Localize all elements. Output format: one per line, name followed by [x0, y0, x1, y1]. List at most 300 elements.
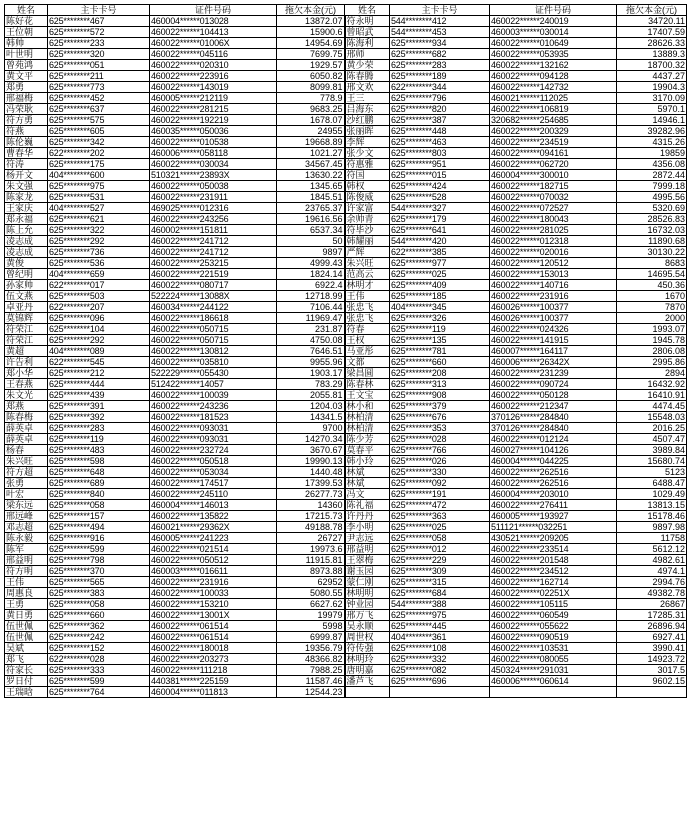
cell-principal-owed: 7646.51: [277, 346, 345, 357]
cell-card-number: 625********362: [48, 621, 150, 632]
cell-name: 林明玲: [345, 654, 390, 665]
cell-principal-owed: 9897.98: [617, 522, 687, 533]
cell-card-number: 404********361: [390, 632, 490, 643]
cell-card-number: 625********082: [390, 665, 490, 676]
cell-name: 朱文光: [5, 390, 48, 401]
cell-id-number: 460022******231911: [150, 192, 277, 203]
table-row: [5, 313, 687, 324]
cell-id-number: 460022******135822: [150, 511, 277, 522]
cell-principal-owed: 13872.07: [277, 16, 345, 27]
cell-name: 叶世明: [5, 49, 48, 60]
cell-card-number: 404********659: [48, 269, 150, 280]
cell-id-number: 460022******053935: [490, 49, 617, 60]
table-row: [5, 214, 687, 225]
cell-card-number: 625********463: [390, 137, 490, 148]
cell-id-number: 460022******024326: [490, 324, 617, 335]
cell-name: 陈俊威: [345, 192, 390, 203]
cell-card-number: 625********119: [48, 434, 150, 445]
cell-id-number: 460022******020310: [150, 60, 277, 71]
table-row: [5, 280, 687, 291]
cell-card-number: 625********975: [390, 610, 490, 621]
cell-id-number: 460022******010538: [150, 137, 277, 148]
cell-name: 王勇: [5, 599, 48, 610]
cell-card-number: 625********342: [48, 137, 150, 148]
cell-name: 朱兴旺: [345, 258, 390, 269]
cell-principal-owed: 3170.09: [617, 93, 687, 104]
table-row: [5, 170, 687, 181]
cell-principal-owed: 231.87: [277, 324, 345, 335]
header-card-number: 主卡卡号: [48, 5, 150, 16]
cell-id-number: 460022******021514: [150, 544, 277, 555]
cell-principal-owed: 14341.5: [277, 412, 345, 423]
cell-card-number: 622********545: [48, 357, 150, 368]
cell-id-number: 460022******061514: [150, 621, 277, 632]
cell-id-number: 460022******105115: [490, 599, 617, 610]
cell-card-number: 625********096: [48, 313, 150, 324]
cell-principal-owed: 783.29: [277, 379, 345, 390]
header-name: 姓名: [345, 5, 390, 16]
cell-name: 曾昭武: [345, 27, 390, 38]
cell-id-number: [490, 687, 617, 698]
table-row: [5, 665, 687, 676]
cell-card-number: 404********089: [48, 346, 150, 357]
cell-principal-owed: 7699.75: [277, 49, 345, 60]
header-card-number: 主卡卡号: [390, 5, 490, 16]
cell-id-number: 460022******050715: [150, 335, 277, 346]
cell-principal-owed: 1345.65: [277, 181, 345, 192]
cell-principal-owed: 4474.45: [617, 401, 687, 412]
cell-principal-owed: 3990.41: [617, 643, 687, 654]
cell-principal-owed: 13813.15: [617, 500, 687, 511]
cell-name: 陈家龙: [5, 192, 48, 203]
cell-principal-owed: 8973.88: [277, 566, 345, 577]
cell-card-number: 622********344: [390, 82, 490, 93]
cell-principal-owed: [617, 687, 687, 698]
cell-id-number: 460022******080717: [150, 280, 277, 291]
cell-principal-owed: 2994.76: [617, 577, 687, 588]
cell-id-number: 460022******243236: [150, 401, 277, 412]
cell-card-number: 625********536: [48, 258, 150, 269]
table-row: [5, 38, 687, 49]
cell-principal-owed: 1824.14: [277, 269, 345, 280]
cell-card-number: 625********392: [48, 412, 150, 423]
cell-name: 吕海东: [345, 104, 390, 115]
cell-card-number: 544********327: [390, 203, 490, 214]
header-principal-owed: 拖欠本金(元): [617, 5, 687, 16]
cell-principal-owed: 778.9: [277, 93, 345, 104]
cell-card-number: 625********684: [390, 588, 490, 599]
cell-card-number: 625********575: [48, 115, 150, 126]
cell-card-number: 544********412: [390, 16, 490, 27]
cell-name: 陈海利: [345, 38, 390, 49]
cell-principal-owed: 14923.72: [617, 654, 687, 665]
cell-card-number: 625********322: [48, 225, 150, 236]
cell-id-number: 460034******244122: [150, 302, 277, 313]
cell-id-number: 460022******132162: [490, 60, 617, 71]
cell-principal-owed: 15178.46: [617, 511, 687, 522]
cell-name: 曹春华: [5, 148, 48, 159]
cell-principal-owed: 26896.94: [617, 621, 687, 632]
cell-principal-owed: 9897: [277, 247, 345, 258]
cell-principal-owed: 16410.91: [617, 390, 687, 401]
cell-id-number: 460022******100039: [150, 390, 277, 401]
cell-card-number: 625********025: [390, 522, 490, 533]
cell-principal-owed: 15680.74: [617, 456, 687, 467]
cell-card-number: 625********676: [390, 412, 490, 423]
cell-id-number: 460022******020016: [490, 247, 617, 258]
cell-name: 符涛: [5, 159, 48, 170]
cell-name: 莫锦辉: [5, 313, 48, 324]
cell-id-number: 460022******240019: [490, 16, 617, 27]
cell-card-number: 625********467: [48, 16, 150, 27]
cell-name: 韩权: [345, 181, 390, 192]
cell-principal-owed: 19859: [617, 148, 687, 159]
cell-principal-owed: 50: [277, 236, 345, 247]
table-row: [5, 489, 687, 500]
cell-name: 冯文: [345, 489, 390, 500]
cell-principal-owed: 7988.25: [277, 665, 345, 676]
cell-principal-owed: 8683: [617, 258, 687, 269]
cell-id-number: 460022******162714: [490, 577, 617, 588]
cell-name: 李辉: [345, 137, 390, 148]
cell-card-number: 625********796: [390, 93, 490, 104]
table-row: [5, 412, 687, 423]
cell-name: 潘芦飞: [345, 676, 390, 687]
cell-id-number: 460022******186618: [150, 313, 277, 324]
cell-principal-owed: 11758: [617, 533, 687, 544]
header-row: [5, 5, 687, 16]
cell-name: 冯荣耿: [5, 104, 48, 115]
cell-principal-owed: 19979: [277, 610, 345, 621]
table-row: [5, 181, 687, 192]
cell-id-number: 460022******050518: [150, 456, 277, 467]
cell-card-number: 625********233: [48, 38, 150, 49]
cell-principal-owed: 5123: [617, 467, 687, 478]
table-row: [5, 467, 687, 478]
cell-card-number: 625********211: [48, 71, 150, 82]
table-row: [5, 291, 687, 302]
cell-name: 符荣江: [5, 335, 48, 346]
cell-principal-owed: 14695.54: [617, 269, 687, 280]
cell-principal-owed: 1903.17: [277, 368, 345, 379]
table-row: [5, 346, 687, 357]
cell-principal-owed: 9955.96: [277, 357, 345, 368]
cell-id-number: 460022******253215: [150, 258, 277, 269]
cell-name: 王三: [345, 93, 390, 104]
cell-card-number: 625********820: [390, 104, 490, 115]
cell-card-number: 625********781: [390, 346, 490, 357]
table-row: [5, 269, 687, 280]
table-row: [5, 126, 687, 137]
cell-principal-owed: 12544.23: [277, 687, 345, 698]
cell-principal-owed: 18700.32: [617, 60, 687, 71]
table-row: [5, 49, 687, 60]
cell-card-number: 625********387: [390, 115, 490, 126]
table-row: [5, 555, 687, 566]
cell-name: 陈礼福: [345, 500, 390, 511]
cell-card-number: 404********600: [48, 170, 150, 181]
cell-name: 符永明: [345, 16, 390, 27]
cell-id-number: 460022******140716: [490, 280, 617, 291]
cell-principal-owed: 2000: [617, 313, 687, 324]
cell-card-number: 625********292: [48, 335, 150, 346]
cell-id-number: 460007******164117: [490, 346, 617, 357]
cell-id-number: 460022******232724: [150, 445, 277, 456]
cell-card-number: 622********207: [48, 302, 150, 313]
cell-id-number: 460022******174517: [150, 478, 277, 489]
cell-card-number: 625********175: [48, 159, 150, 170]
cell-id-number: 460006******058118: [150, 148, 277, 159]
table-row: [5, 478, 687, 489]
cell-name: 梁东远: [5, 500, 48, 511]
table-row: [5, 599, 687, 610]
cell-id-number: 430521******209205: [490, 533, 617, 544]
cell-name: 吴斌: [5, 643, 48, 654]
cell-name: 陈上允: [5, 225, 48, 236]
cell-principal-owed: 62952: [277, 577, 345, 588]
cell-id-number: 320682******254685: [490, 115, 617, 126]
cell-principal-owed: 5970.1: [617, 104, 687, 115]
cell-id-number: 460022******030034: [150, 159, 277, 170]
cell-name: 周世权: [345, 632, 390, 643]
cell-card-number: 625********320: [48, 49, 150, 60]
cell-name: 文都: [345, 357, 390, 368]
cell-card-number: 544********420: [390, 236, 490, 247]
table-row: [5, 27, 687, 38]
cell-card-number: 625********208: [390, 368, 490, 379]
cell-name: 杨春: [5, 445, 48, 456]
cell-card-number: 625********445: [390, 621, 490, 632]
cell-id-number: 460022******143019: [150, 82, 277, 93]
cell-name: 严辉: [345, 247, 390, 258]
table-row: [5, 357, 687, 368]
table-row: [5, 687, 687, 698]
table-body: [5, 16, 687, 698]
cell-name: 王位朝: [5, 27, 48, 38]
cell-principal-owed: 34720.11: [617, 16, 687, 27]
cell-principal-owed: 4507.47: [617, 434, 687, 445]
cell-name: 许家富: [345, 203, 390, 214]
cell-principal-owed: 19990.13: [277, 456, 345, 467]
cell-id-number: 460005******241223: [150, 533, 277, 544]
cell-card-number: 625********637: [48, 104, 150, 115]
cell-principal-owed: 30130.22: [617, 247, 687, 258]
cell-card-number: 625********152: [48, 643, 150, 654]
cell-principal-owed: 4974.1: [617, 566, 687, 577]
table-row: [5, 159, 687, 170]
table-row: [5, 423, 687, 434]
cell-name: 杨开文: [5, 170, 48, 181]
table-row: [5, 401, 687, 412]
cell-id-number: 460022******111218: [150, 665, 277, 676]
cell-name: 伍世佩: [5, 621, 48, 632]
cell-card-number: 625********977: [390, 258, 490, 269]
cell-id-number: 460022******13001X: [150, 610, 277, 621]
cell-name: 卓亚丹: [5, 302, 48, 313]
cell-id-number: 460022******153013: [490, 269, 617, 280]
cell-card-number: 625********448: [390, 126, 490, 137]
header-id-number: 证件号码: [150, 5, 277, 16]
cell-id-number: 460022******090724: [490, 379, 617, 390]
cell-id-number: 460022******055622: [490, 621, 617, 632]
cell-name: 陈春梅: [5, 412, 48, 423]
cell-id-number: 460022******035810: [150, 357, 277, 368]
cell-card-number: 625********908: [390, 390, 490, 401]
cell-id-number: 460022******050715: [150, 324, 277, 335]
cell-id-number: 460022******180043: [490, 214, 617, 225]
table-row: [5, 148, 687, 159]
cell-card-number: 625********916: [48, 533, 150, 544]
cell-id-number: 460022******080055: [490, 654, 617, 665]
cell-name: 伍文燕: [5, 291, 48, 302]
cell-id-number: 460005******212119: [150, 93, 277, 104]
table-row: [5, 533, 687, 544]
cell-card-number: 625********189: [390, 71, 490, 82]
cell-card-number: 625********108: [390, 643, 490, 654]
cell-id-number: 460004******203010: [490, 489, 617, 500]
cell-card-number: 625********975: [48, 181, 150, 192]
cell-name: 许告利: [5, 357, 48, 368]
cell-id-number: 460022******053034: [150, 467, 277, 478]
cell-principal-owed: 3017.5: [617, 665, 687, 676]
cell-principal-owed: 9683.25: [277, 104, 345, 115]
cell-name: 朱兴旺: [5, 456, 48, 467]
cell-card-number: 625********599: [48, 544, 150, 555]
cell-card-number: 625********370: [48, 566, 150, 577]
cell-principal-owed: 11890.68: [617, 236, 687, 247]
cell-principal-owed: 7870: [617, 302, 687, 313]
cell-principal-owed: 1678.07: [277, 115, 345, 126]
cell-id-number: 460022******103531: [490, 643, 617, 654]
cell-principal-owed: 17215.73: [277, 511, 345, 522]
cell-card-number: 625********682: [390, 49, 490, 60]
cell-name: 伍世佩: [5, 632, 48, 643]
cell-name: 黄文平: [5, 71, 48, 82]
cell-card-number: 625********058: [48, 599, 150, 610]
cell-card-number: 625********531: [48, 192, 150, 203]
cell-principal-owed: 5998: [277, 621, 345, 632]
cell-name: 符春: [345, 324, 390, 335]
header-name: 姓名: [5, 5, 48, 16]
cell-id-number: 460035******050036: [150, 126, 277, 137]
cell-principal-owed: 3670.67: [277, 445, 345, 456]
cell-card-number: 625********444: [48, 379, 150, 390]
cell-card-number: 622********017: [48, 280, 150, 291]
cell-name: 林明才: [345, 280, 390, 291]
cell-id-number: 460022******203273: [150, 654, 277, 665]
cell-name: 王家庆: [5, 203, 48, 214]
cell-id-number: 460022******201548: [490, 555, 617, 566]
cell-id-number: 460022******192219: [150, 115, 277, 126]
cell-principal-owed: 24955: [277, 126, 345, 137]
cell-name: 陈春腾: [345, 71, 390, 82]
cell-card-number: 625********696: [390, 676, 490, 687]
table-row: [5, 390, 687, 401]
cell-card-number: 625********212: [48, 368, 150, 379]
table-row: [5, 522, 687, 533]
cell-card-number: 625********330: [390, 467, 490, 478]
cell-card-number: 625********409: [390, 280, 490, 291]
cell-card-number: 625********025: [390, 269, 490, 280]
cell-id-number: 460026******100377: [490, 313, 617, 324]
cell-card-number: 625********736: [48, 247, 150, 258]
table-row: [5, 104, 687, 115]
cell-principal-owed: 28626.33: [617, 38, 687, 49]
cell-principal-owed: 19356.79: [277, 643, 345, 654]
cell-id-number: 460022******061514: [150, 632, 277, 643]
cell-name: 黄俊: [5, 258, 48, 269]
cell-name: 郑小华: [5, 368, 48, 379]
cell-id-number: 460027******104126: [490, 445, 617, 456]
cell-card-number: 625********494: [48, 522, 150, 533]
cell-name: 王权: [345, 335, 390, 346]
cell-id-number: 460022******233514: [490, 544, 617, 555]
table-row: [5, 236, 687, 247]
cell-name: 吴永顺: [345, 621, 390, 632]
table-row: [5, 643, 687, 654]
cell-principal-owed: 1440.48: [277, 467, 345, 478]
cell-principal-owed: 23765.37: [277, 203, 345, 214]
cell-principal-owed: 16432.92: [617, 379, 687, 390]
cell-name: 孙家帅: [5, 280, 48, 291]
cell-id-number: 460004******146013: [150, 500, 277, 511]
cell-principal-owed: 6537.34: [277, 225, 345, 236]
cell-card-number: 625********313: [390, 379, 490, 390]
cell-id-number: 370126******284840: [490, 423, 617, 434]
cell-principal-owed: 13889.3: [617, 49, 687, 60]
table-row: [5, 203, 687, 214]
table-row: [5, 71, 687, 82]
cell-name: 王伟: [345, 291, 390, 302]
cell-principal-owed: 8099.81: [277, 82, 345, 93]
cell-name: 陈伦巍: [5, 137, 48, 148]
cell-id-number: 511121******032251: [490, 522, 617, 533]
cell-id-number: 460022******012124: [490, 434, 617, 445]
cell-card-number: 625********363: [390, 511, 490, 522]
cell-principal-owed: 3989.84: [617, 445, 687, 456]
cell-principal-owed: 7106.44: [277, 302, 345, 313]
cell-name: 凌志成: [5, 236, 48, 247]
table-row: [5, 621, 687, 632]
cell-name: 林斌: [345, 478, 390, 489]
cell-card-number: 625********051: [48, 60, 150, 71]
cell-id-number: 460022******142732: [490, 82, 617, 93]
cell-principal-owed: 1945.78: [617, 335, 687, 346]
cell-id-number: 460005******193927: [490, 511, 617, 522]
cell-card-number: 625********383: [48, 588, 150, 599]
cell-id-number: 370126******284840: [490, 412, 617, 423]
cell-card-number: 625********934: [390, 38, 490, 49]
cell-principal-owed: 19904.3: [617, 82, 687, 93]
cell-card-number: 625********503: [48, 291, 150, 302]
header-id-number: 证件号码: [490, 5, 617, 16]
cell-id-number: 460003******030014: [490, 27, 617, 38]
cell-id-number: 460006******060614: [490, 676, 617, 687]
cell-card-number: 625********803: [390, 148, 490, 159]
cell-name: 王伟: [5, 577, 48, 588]
cell-card-number: 625********528: [390, 192, 490, 203]
table-row: [5, 379, 687, 390]
cell-card-number: 404********527: [48, 203, 150, 214]
cell-name: 林柏清: [345, 423, 390, 434]
cell-card-number: 625********191: [390, 489, 490, 500]
cell-id-number: 460022******045116: [150, 49, 277, 60]
cell-card-number: 625********326: [390, 313, 490, 324]
cell-name: 黄超: [5, 346, 48, 357]
cell-principal-owed: 1021.27: [277, 148, 345, 159]
cell-card-number: 625********689: [48, 478, 150, 489]
table-row: [5, 654, 687, 665]
